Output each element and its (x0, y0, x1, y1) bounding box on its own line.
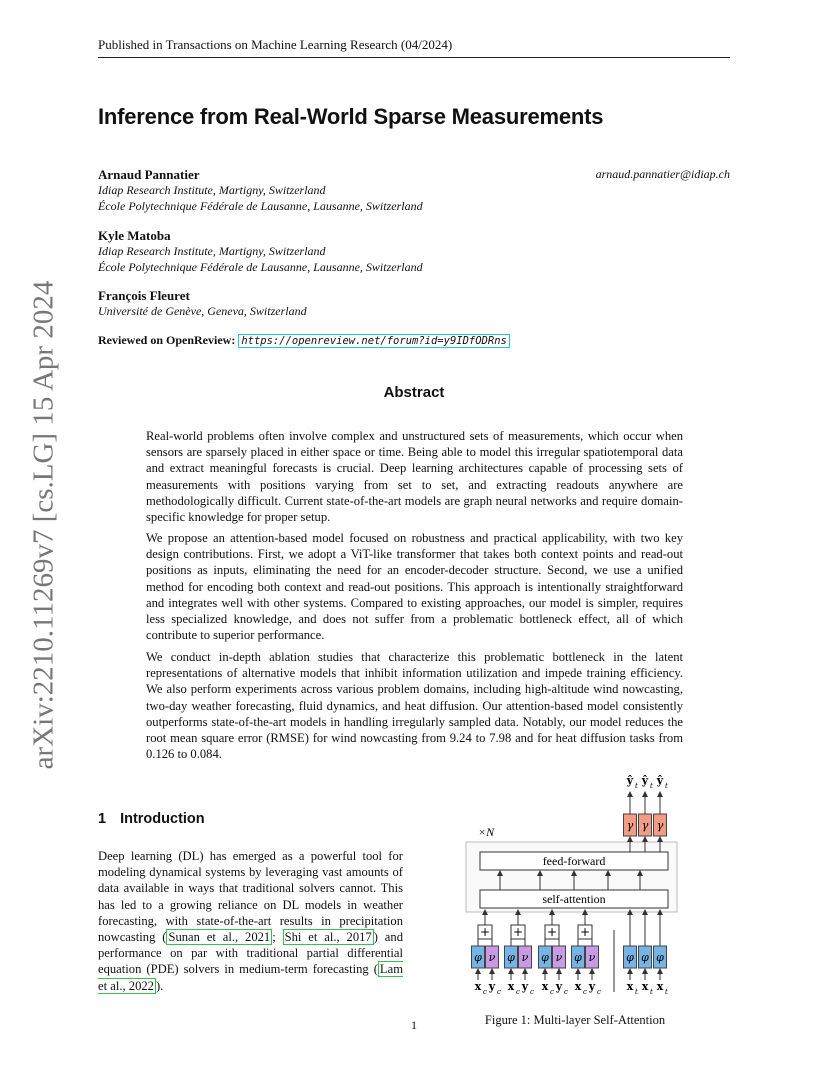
author-affiliation: Université de Genève, Geneva, Switzerland (98, 304, 307, 318)
page-number: 1 (411, 1018, 417, 1032)
author-name: Arnaud Pannatier (98, 167, 200, 182)
context-input-x: x (541, 980, 549, 993)
plus-label: + (546, 925, 558, 939)
nu-label: ν (588, 951, 596, 964)
section-title: Introduction (120, 811, 205, 827)
subscript: c (483, 988, 487, 996)
self-attention-label: self-attention (542, 892, 606, 906)
context-input-y: y (488, 980, 496, 993)
citation-link[interactable]: Lam et al., 2022 (98, 962, 403, 993)
output-y-hat: ŷ (641, 774, 649, 787)
citation-link[interactable]: Shi et al., 2017 (284, 930, 372, 945)
target-input-x: x (656, 980, 664, 993)
nu-label: ν (521, 951, 529, 964)
abstract-paragraph: We conduct in-depth ablation studies that characterize this problematic bottleneck in the latent representations of alternative models that inhibit information utilization and impede training efficiency. We also perform experiments across various problem domains, including high-altitude wind nowcasting, two-day weather forecasting, fluid dynamics, and heat diffusion. Our attention-based model consistently outperforms state-of-the-art models in handling irregularly sampled data. Notably, our model reduces the root mean square error (RMSE) for wind nowcasting from 9.24 to 7.98 and for heat diffusion tasks from 0.126 to 0.084. (146, 650, 683, 762)
arxiv-stamp: arXiv:2210.11269v7 [cs.LG] 15 Apr 2024 (27, 280, 60, 770)
context-input-x: x (507, 980, 515, 993)
subscript: t (665, 782, 668, 790)
subscript: c (583, 988, 587, 996)
nu-label: ν (555, 951, 563, 964)
intro-paragraph: Deep learning (DL) has emerged as a powerful tool for modeling dynamical systems by leveraging vast amounts of data available in ways that traditional solvers cannot. This has led to a growing reliance on DL models in weather forecasting, with state-of-the-art results in precipitation nowcasting ( Sunan et al., 2021 ; Shi et al., 2017 ) and performance on par with traditional partial differential equation (PDE) solvers in medium-term forecasting ( Lam et al., 2022 ). (98, 849, 403, 993)
citation-link[interactable]: Sunan et al., 2021 (168, 930, 271, 945)
target-input-x: x (626, 980, 634, 993)
openreview-link[interactable]: https://openreview.net/forum?id=y9IDfODRns (238, 334, 510, 348)
context-input-x: x (474, 980, 482, 993)
phi-label: φ (656, 951, 664, 964)
figure-diagram (440, 770, 710, 1010)
phi-label: φ (574, 951, 582, 964)
feed-forward-label: feed-forward (542, 854, 606, 868)
author-name: François Fleuret (98, 288, 190, 303)
plus-label: + (479, 925, 491, 939)
running-header: Published in Transactions on Machine Learning Research (04/2024) (98, 37, 730, 58)
output-y-hat: ŷ (626, 774, 634, 787)
subscript: c (516, 988, 520, 996)
section-heading (98, 811, 205, 827)
phi-label: φ (641, 951, 649, 964)
subscript: t (635, 782, 638, 790)
subscript: c (497, 988, 501, 996)
subscript: c (530, 988, 534, 996)
plus-label: + (512, 925, 524, 939)
nu-label: ν (488, 951, 496, 964)
author-email[interactable]: arnaud.pannatier@idiap.ch (595, 167, 730, 181)
output-y-hat: ŷ (656, 774, 664, 787)
section-number: 1 (98, 811, 107, 827)
subscript: c (550, 988, 554, 996)
author-name: Kyle Matoba (98, 228, 171, 243)
author-affiliation: École Polytechnique Fédérale de Lausanne, Lausanne, Switzerland (98, 260, 423, 274)
author-affiliation: Idiap Research Institute, Martigny, Switzerland (98, 244, 326, 258)
subscript: t (665, 988, 668, 996)
repeat-label: ×N (478, 825, 495, 839)
gamma-label: γ (641, 819, 649, 832)
phi-label: φ (507, 951, 515, 964)
subscript: c (564, 988, 568, 996)
author-affiliation: Idiap Research Institute, Martigny, Switzerland (98, 183, 326, 197)
review-line (98, 333, 510, 348)
subscript: t (650, 988, 653, 996)
gamma-label: γ (656, 819, 664, 832)
figure-caption: Figure 1: Multi-layer Self-Attention (484, 1013, 666, 1027)
context-input-y: y (588, 980, 596, 993)
abstract-heading: Abstract (383, 384, 445, 401)
subscript: t (650, 782, 653, 790)
review-label: Reviewed on OpenReview: (98, 333, 236, 347)
context-input-y: y (521, 980, 529, 993)
subscript: c (597, 988, 601, 996)
phi-label: φ (474, 951, 482, 964)
context-input-x: x (574, 980, 582, 993)
paper-title: Inference from Real-World Sparse Measurements (98, 104, 604, 129)
context-input-y: y (555, 980, 563, 993)
target-input-x: x (641, 980, 649, 993)
subscript: t (635, 988, 638, 996)
abstract-paragraph: Real-world problems often involve complex and unstructured sets of measurements, which occur when sensors are sparsely placed in either space or time. Being able to model this irregular spatiotemporal data and extract meaningful forecasts is crucial. Deep learning architectures capable of processing sets of measurements with positions varying from set to set, and extracting readouts anywhere are methodologically difficult. Current state-of-the-art models are graph neural networks and require domain-specific knowledge for proper setup. (146, 429, 683, 525)
phi-label: φ (626, 951, 634, 964)
plus-label: + (579, 925, 591, 939)
phi-label: φ (541, 951, 549, 964)
gamma-label: γ (626, 819, 634, 832)
author-affiliation: École Polytechnique Fédérale de Lausanne, Lausanne, Switzerland (98, 199, 423, 213)
abstract-paragraph: We propose an attention-based model focused on robustness and practical applicability, with two key design contributions. First, we adopt a ViT-like transformer that takes both context points and read-out positions as inputs, eliminating the need for an encoder-decoder structure. Second, we use a unified method for encoding both context and read-out positions. This approach is intentionally straightforward and integrates well with other systems. Compared to existing approaches, our model is simpler, requires less specialized knowledge, and does not suffer from a problematic bottleneck effect, all of which contribute to superior performance. (146, 531, 683, 643)
